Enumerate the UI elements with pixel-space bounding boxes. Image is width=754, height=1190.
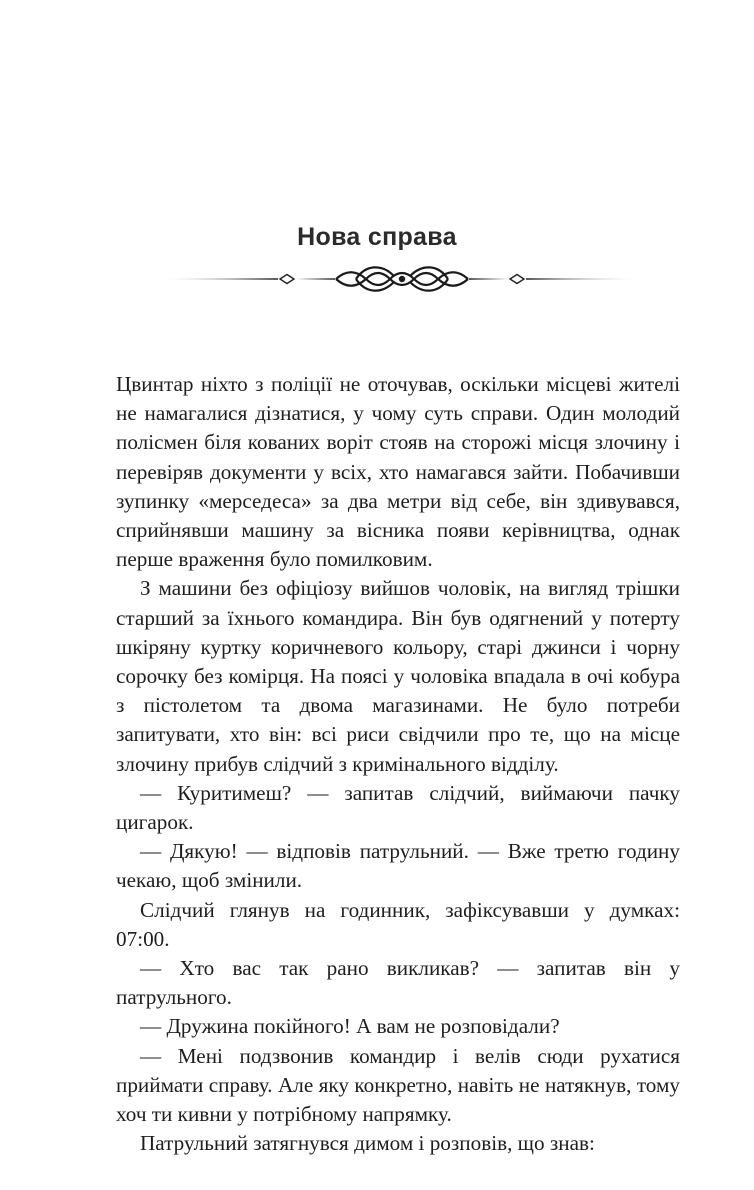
paragraph: — Дружина покійного! А вам не розповідали?: [140, 1014, 560, 1039]
decorative-flourish-divider-icon: [160, 258, 644, 302]
paragraph: Цвинтар ніхто з поліції не оточував, оскільки місцеві жителі не намагалися дізнатися, у чому суть справи. Один молодий полісмен біля кованих воріт стояв на сторожі місця злочину і перевіряв документи у всіх, хто намагався зайти. Побачивши зупинку «мерседеса» за два метри від себе, він здивувався, сприйнявши машину за вісника появи керівництва, однак перше враження було помилковим.: [116, 372, 680, 572]
body-text: [116, 370, 680, 1158]
paragraph: — Хто вас так рано викликав? — запитав він у патрульного.: [116, 956, 680, 1010]
paragraph: — Куритимеш? — запитав слідчий, виймаючи пачку цигарок.: [116, 780, 680, 835]
paragraph: З машини без офіціозу вийшов чоловік, на вигляд трішки старший за їхнього командира. Він був одягнений у потерту шкіряну куртку коричневого кольору, старі джинси і чорну сорочку без комірця. На поясі у чоловіка впадала в очі кобура з пістолетом та двома магазинами. Не було потреби запитувати, хто він: всі риси свідчили про те, що на місце злочину прибув слідчий з кримінального відділу.: [116, 576, 680, 776]
paragraph: Патрульний затягнувся димом і розповів, що знав:: [140, 1131, 595, 1156]
paragraph: — Дякую! — відповів патрульний. — Вже третю годину чекаю, щоб змінили.: [116, 839, 680, 893]
paragraph: — Мені подзвонив командир і велів сюди рухатися приймати справу. Але яку конкретно, навіть не натякнув, тому хоч ти кивни у потрібному напрямку.: [116, 1043, 680, 1127]
paragraph: Слідчий глянув на годинник, зафіксувавши у думках: 07:00.: [116, 897, 680, 951]
chapter-title: Нова справа: [297, 222, 457, 251]
